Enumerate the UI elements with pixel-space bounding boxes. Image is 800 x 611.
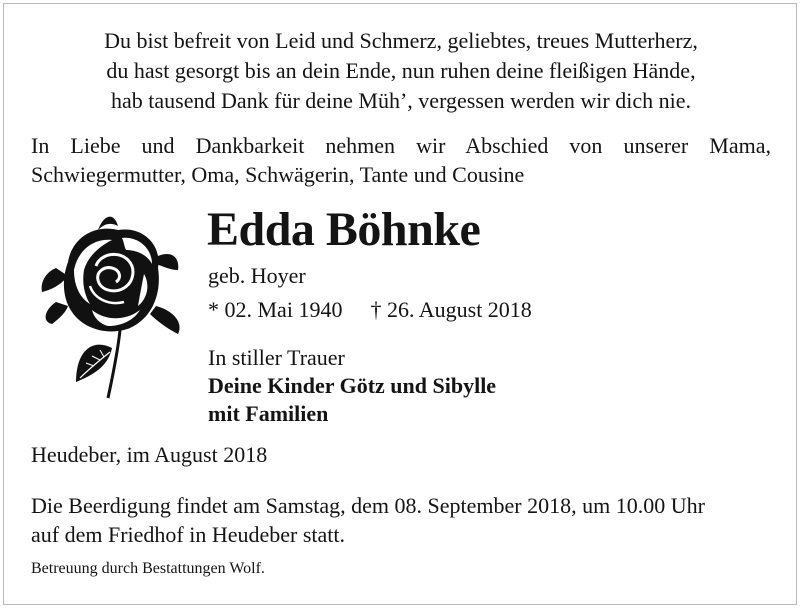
mourners-line-2: Deine Kinder Götz und Sibylle [208,373,497,398]
memorial-poem [4,26,798,116]
mourners-block [208,344,496,428]
funeral-line-2: auf dem Friedhof in Heudeber statt. [31,522,346,547]
poem-line-3: hab tausend Dank für deine Müh’, vergessen werden wir dich nie. [111,88,691,113]
maiden-name: geb. Hoyer [208,263,306,288]
deceased-name: Edda Böhnke [207,203,481,256]
mourners-line-3: mit Familien [208,401,329,426]
place-and-date: Heudeber, im August 2018 [31,442,268,467]
undertaker-credit: Betreuung durch Bestattungen Wolf. [31,560,265,577]
intro-line-2: Schwiegermutter, Oma, Schwägerin, Tante und Cousine [31,162,525,187]
funeral-info [31,491,705,549]
funeral-line-1: Die Beerdigung findet am Samstag, dem 08. September 2018, um 10.00 Uhr [31,493,705,518]
intro-line-1: In Liebe und Dankbarkeit nehmen wir Abschied von unserer Mama, [31,133,771,158]
mourners-line-1: In stiller Trauer [208,345,345,370]
birth-date: * 02. Mai 1940 [208,297,343,322]
farewell-intro [31,131,771,189]
obituary-notice [3,3,797,605]
poem-line-2: du hast gesorgt bis an dein Ende, nun ruhen deine fleißigen Hände, [106,58,696,83]
life-dates [208,296,532,324]
poem-line-1: Du bist befreit von Leid und Schmerz, geliebtes, treues Mutterherz, [104,28,698,53]
rose-icon [38,210,188,400]
death-date: † 26. August 2018 [370,297,532,322]
